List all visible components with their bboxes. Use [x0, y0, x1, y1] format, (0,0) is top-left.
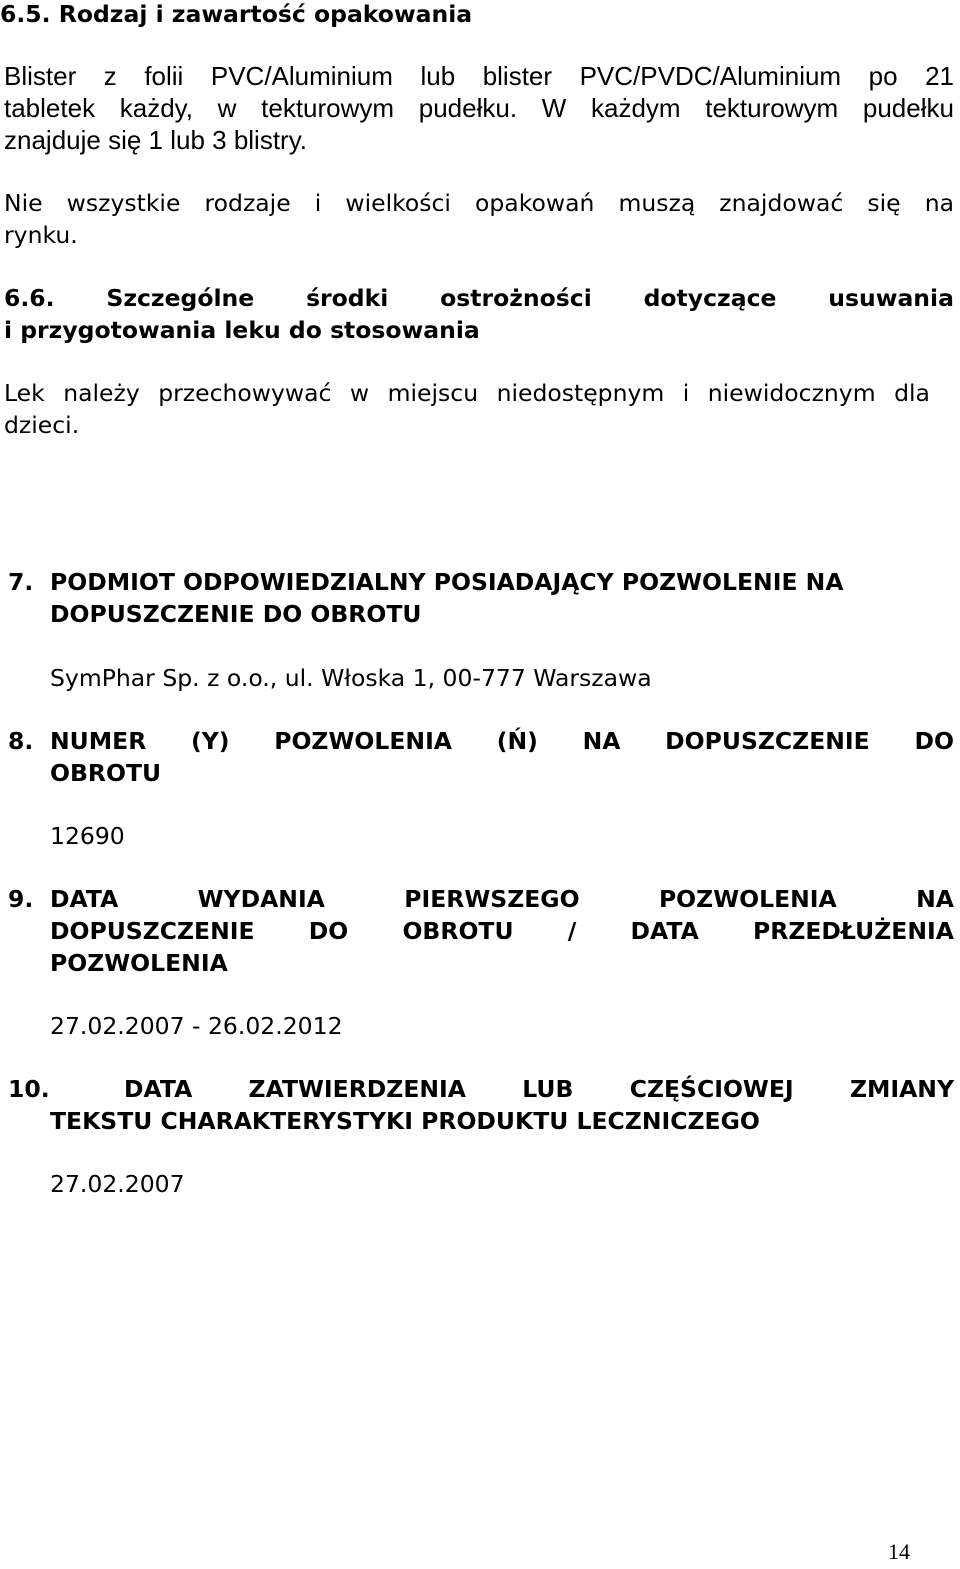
word: PVC/PVDC/Aluminium [579, 61, 842, 91]
word: niewidocznym [707, 379, 876, 407]
word: rodzaje [204, 189, 291, 217]
word: ZMIANY [849, 1075, 954, 1103]
word: PIERWSZEGO [404, 885, 580, 913]
word: DATA [50, 885, 119, 913]
word: CZĘŚCIOWEJ [629, 1075, 794, 1103]
word: lub [420, 61, 456, 91]
word: tabletek [4, 93, 96, 123]
word: się [867, 189, 901, 217]
word: DO [914, 727, 954, 755]
section-6-5-para1-line2 [4, 92, 954, 124]
word: NUMER [50, 727, 147, 755]
word: dla [894, 379, 930, 407]
word: opakowań [475, 189, 595, 217]
section-10-number: 10. [8, 1075, 50, 1103]
section-7-number: 7. [8, 568, 34, 596]
word: każdy, [119, 93, 193, 123]
word: DO [308, 917, 349, 945]
section-8-heading-line1 [50, 725, 954, 757]
word: Lek [4, 379, 45, 407]
word: Szczególne [106, 284, 255, 312]
word: należy [63, 379, 140, 407]
section-7-heading-line2: DOPUSZCZENIE DO OBROTU [50, 600, 422, 628]
word: (Ń) [496, 727, 538, 755]
word: DATA [630, 917, 699, 945]
word: blister [482, 61, 553, 91]
page-number: 14 [888, 1539, 910, 1564]
section-10-heading-line1 [124, 1073, 954, 1105]
section-9-number: 9. [8, 885, 34, 913]
word: ZATWIERDZENIA [248, 1075, 466, 1103]
word: 21 [925, 61, 954, 91]
word: OBROTU [402, 917, 514, 945]
word: W [541, 93, 567, 123]
word: Nie [4, 189, 43, 217]
section-6-5-para2-line2: rynku. [4, 221, 78, 249]
section-9-heading-line2 [50, 915, 954, 947]
word: 6.6. [4, 284, 55, 312]
word: wszystkie [66, 189, 181, 217]
section-6-6-heading-line2: i przygotowania leku do stosowania [4, 316, 480, 344]
word: miejscu [387, 379, 479, 407]
section-8-heading-line2: OBROTU [50, 759, 162, 787]
section-9-heading-line3: POZWOLENIA [50, 949, 228, 977]
word: LUB [522, 1075, 574, 1103]
word: niedostępnym [496, 379, 665, 407]
word: środki [306, 284, 389, 312]
word: ostrożności [440, 284, 592, 312]
word: każdym [590, 93, 681, 123]
word: przechowywać [158, 379, 332, 407]
section-6-6-text-line2: dzieci. [4, 411, 80, 439]
word: pudełku [862, 93, 954, 123]
word: tekturowym [261, 93, 395, 123]
word: pudełku. [418, 93, 518, 123]
word: DOPUSZCZENIE [50, 917, 255, 945]
section-9-heading-line1 [50, 883, 954, 915]
word: wielkości [345, 189, 451, 217]
section-7-heading-line1: PODMIOT ODPOWIEDZIALNY POSIADAJĄCY POZWOLENIE NA [50, 568, 844, 596]
section-7-value: SymPhar Sp. z o.o., ul. Włoska 1, 00-777 Warszawa [50, 664, 652, 692]
section-10-value: 27.02.2007 [50, 1170, 185, 1198]
section-9-value: 27.02.2007 - 26.02.2012 [50, 1012, 343, 1040]
section-8-value: 12690 [50, 822, 125, 850]
word: usuwania [828, 284, 954, 312]
word: PRZEDŁUŻENIA [753, 917, 954, 945]
word: w [349, 379, 370, 407]
section-10-heading-line2: TEKSTU CHARAKTERYSTYKI PRODUKTU LECZNICZEGO [50, 1107, 760, 1135]
word: dotyczące [643, 284, 777, 312]
word: w [217, 93, 237, 123]
word: / [567, 917, 577, 945]
word: na [924, 189, 954, 217]
word: Blister [4, 61, 77, 91]
section-6-6-text-line1 [4, 377, 930, 409]
word: tekturowym [705, 93, 839, 123]
word: (Y) [191, 727, 230, 755]
word: znajdować [719, 189, 844, 217]
word: po [868, 61, 898, 91]
section-6-5-heading: 6.5. Rodzaj i zawartość opakowania [0, 0, 473, 28]
word: POZWOLENIA [274, 727, 452, 755]
word: PVC/Aluminium [210, 61, 393, 91]
section-6-5-para2-line1 [4, 187, 954, 219]
word: DATA [124, 1075, 193, 1103]
section-8-number: 8. [8, 727, 34, 755]
word: i [682, 379, 690, 407]
section-6-5-para1-line3: znajduje się 1 lub 3 blistry. [4, 125, 308, 155]
word: folii [144, 61, 184, 91]
word: z [103, 61, 117, 91]
section-6-6-heading-line1 [4, 282, 954, 314]
word: DOPUSZCZENIE [665, 727, 870, 755]
word: POZWOLENIA [658, 885, 837, 913]
word: WYDANIA [197, 885, 325, 913]
word: NA [916, 885, 954, 913]
section-6-5-para1-line1 [4, 60, 954, 92]
word: NA [582, 727, 621, 755]
word: i [314, 189, 322, 217]
word: muszą [618, 189, 696, 217]
